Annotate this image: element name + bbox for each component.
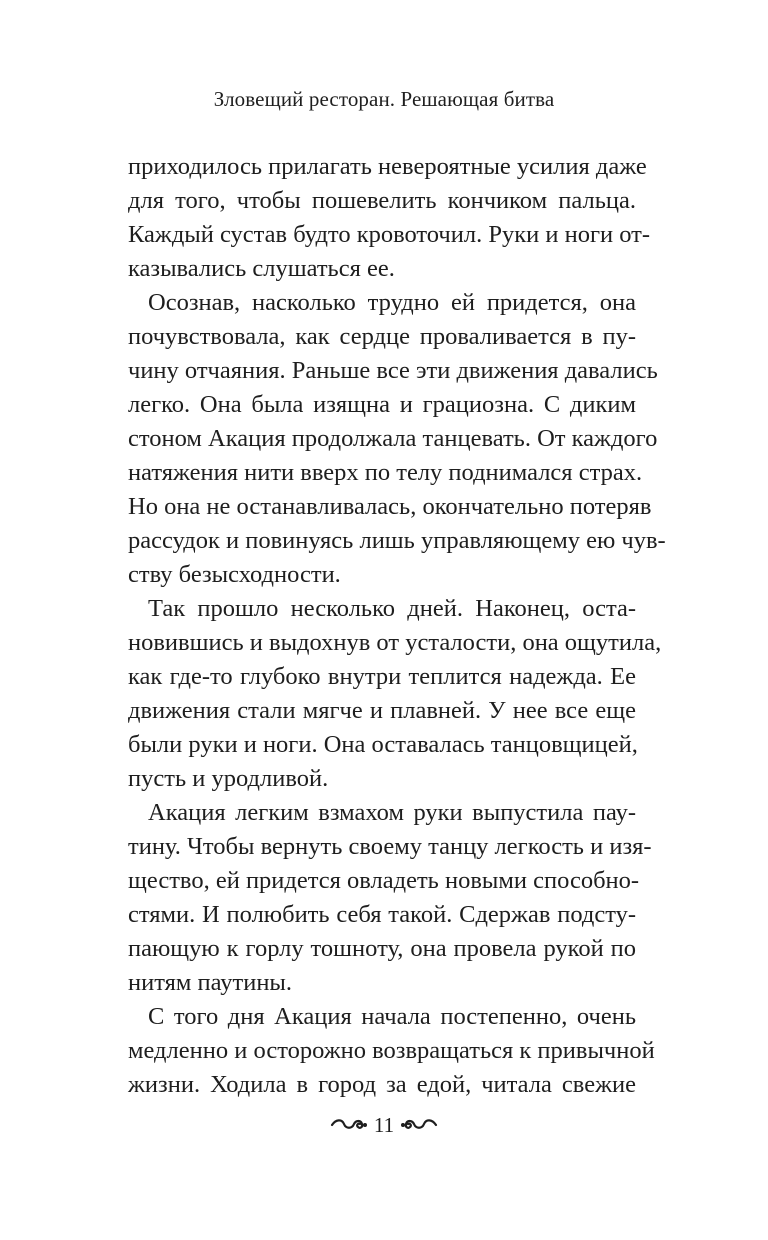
right-swirl-ornament-icon bbox=[400, 1116, 438, 1134]
paragraph bbox=[128, 796, 652, 1000]
page-footer bbox=[0, 1110, 768, 1140]
text-line: чину отчаяния. Раньше все эти движения давались bbox=[128, 357, 658, 384]
text-line: тину. Чтобы вернуть своему танцу легкость и изя- bbox=[128, 833, 652, 860]
text-line: приходилось прилагать невероятные усилия даже bbox=[128, 153, 647, 180]
text-line: новившись и выдохнув от усталости, она ощутила, bbox=[128, 629, 662, 656]
text-line: ству безысходности. bbox=[128, 561, 341, 588]
text-line: медленно и осторожно возвращаться к привычной bbox=[128, 1037, 655, 1064]
text-line: жизни. Ходила в город за едой, читала свежие bbox=[128, 1071, 636, 1098]
text-line: стоном Акация продолжала танцевать. От каждого bbox=[128, 425, 658, 452]
text-line: Осознав, насколько трудно ей придется, она bbox=[148, 289, 636, 316]
text-line: стями. И полюбить себя такой. Сдержав подсту- bbox=[128, 901, 636, 928]
paragraph bbox=[128, 592, 662, 796]
text-line: С того дня Акация начала постепенно, очень bbox=[148, 1003, 636, 1030]
text-line: как где-то глубоко внутри теплится надежда. Ее bbox=[128, 663, 636, 690]
text-line: для того, чтобы пошевелить кончиком пальца. bbox=[128, 187, 636, 214]
text-line: Так прошло несколько дней. Наконец, оста- bbox=[148, 595, 636, 622]
text-line: натяжения нити вверх по телу поднимался страх. bbox=[128, 459, 643, 486]
text-line: были руки и ноги. Она оставалась танцовщицей, bbox=[128, 731, 638, 758]
body-text bbox=[128, 150, 666, 1102]
text-line: нитям паутины. bbox=[128, 969, 293, 996]
text-line: легко. Она была изящна и грациозна. С диким bbox=[128, 391, 636, 418]
text-line: рассудок и повинуясь лишь управляющему ею чув- bbox=[128, 527, 666, 554]
left-swirl-ornament-icon bbox=[330, 1116, 368, 1134]
text-line: Но она не останавливалась, окончательно потеряв bbox=[128, 493, 652, 520]
text-line: Каждый сустав будто кровоточил. Руки и ноги от- bbox=[128, 221, 651, 248]
text-line: казывались слушаться ее. bbox=[128, 255, 395, 282]
text-line: пающую к горлу тошноту, она провела рукой по bbox=[128, 935, 636, 962]
text-line: щество, ей придется овладеть новыми способно- bbox=[128, 867, 640, 894]
text-line: Акация легким взмахом руки выпустила пау- bbox=[148, 799, 636, 826]
paragraph bbox=[128, 1000, 655, 1102]
text-line: почувствовала, как сердце проваливается в пу- bbox=[128, 323, 636, 350]
paragraph bbox=[128, 150, 651, 286]
running-title: Зловещий ресторан. Решающая битва bbox=[213, 87, 555, 111]
text-line: пусть и уродливой. bbox=[128, 765, 329, 792]
text-line: движения стали мягче и плавней. У нее все еще bbox=[128, 697, 636, 724]
page-number: 11 bbox=[373, 1113, 395, 1137]
paragraph bbox=[128, 286, 666, 592]
